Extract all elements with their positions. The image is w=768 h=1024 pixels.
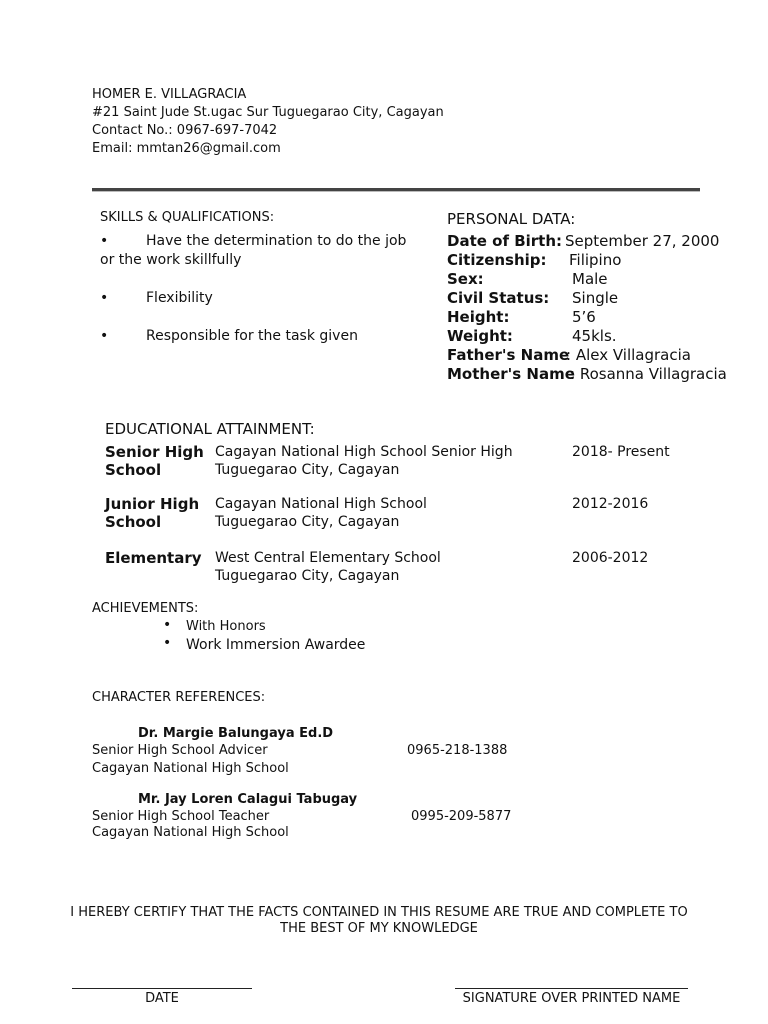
bullet-icon: •: [100, 233, 109, 249]
achievement-item: Work Immersion Awardee: [186, 637, 366, 653]
date-label: DATE: [145, 991, 179, 1006]
school-years: 2018- Present: [572, 444, 670, 460]
skills-heading: SKILLS & QUALIFICATIONS:: [100, 210, 275, 225]
personal-data-heading: PERSONAL DATA:: [447, 210, 576, 228]
email: Email: mmtan26@gmail.com: [92, 141, 281, 156]
signature-line: [455, 988, 688, 989]
personal-value: : Alex Villagracia: [566, 346, 691, 364]
education-level: School: [105, 461, 162, 479]
skill-item: Have the determination to do the job: [146, 233, 407, 249]
school-years: 2006-2012: [572, 550, 649, 566]
education-level: Elementary: [105, 549, 202, 567]
personal-label: Sex:: [447, 270, 484, 288]
signature-label: SIGNATURE OVER PRINTED NAME: [462, 991, 681, 1006]
school-name: Cagayan National High School: [215, 496, 427, 512]
reference-phone: 0965-218-1388: [407, 743, 508, 758]
school-location: Tuguegarao City, Cagayan: [215, 568, 400, 584]
personal-label: Date of Birth:: [447, 232, 563, 250]
contact-number: Contact No.: 0967-697-7042: [92, 123, 278, 138]
school-years: 2012-2016: [572, 496, 649, 512]
education-level: Senior High: [105, 443, 204, 461]
school-location: Tuguegarao City, Cagayan: [215, 462, 400, 478]
reference-name: Mr. Jay Loren Calagui Tabugay: [138, 792, 358, 807]
personal-value: 5’6: [572, 308, 596, 326]
personal-value: Single: [572, 289, 619, 307]
header-divider: [92, 188, 700, 192]
personal-value: Filipino: [569, 251, 622, 269]
personal-value: Male: [572, 270, 608, 288]
applicant-name: HOMER E. VILLAGRACIA: [92, 87, 247, 102]
reference-title: Senior High School Advicer: [92, 743, 268, 758]
skill-item: Responsible for the task given: [146, 328, 358, 344]
achievement-item: With Honors: [186, 619, 266, 634]
personal-value: 45kls.: [572, 327, 617, 345]
reference-name: Dr. Margie Balungaya Ed.D: [138, 726, 334, 741]
bullet-icon: •: [100, 290, 109, 306]
school-name: West Central Elementary School: [215, 550, 441, 566]
bullet-icon: •: [100, 328, 109, 344]
references-heading: CHARACTER REFERENCES:: [92, 690, 266, 705]
bullet-icon: •: [163, 635, 172, 651]
personal-label: Citizenship:: [447, 251, 547, 269]
personal-label: Height:: [447, 308, 510, 326]
certification-statement-continued: THE BEST OF MY KNOWLEDGE: [280, 921, 478, 936]
reference-organization: Cagayan National High School: [92, 761, 289, 776]
reference-title: Senior High School Teacher: [92, 809, 270, 824]
education-level: Junior High: [105, 495, 200, 513]
education-level: School: [105, 513, 162, 531]
school-name: Cagayan National High School Senior High: [215, 444, 513, 460]
personal-label: Weight:: [447, 327, 513, 345]
certification-statement: I HEREBY CERTIFY THAT THE FACTS CONTAINED IN THIS RESUME ARE TRUE AND COMPLETE TO: [70, 905, 688, 920]
personal-value: : Rosanna Villagracia: [570, 365, 727, 383]
bullet-icon: •: [163, 617, 172, 633]
date-line: [72, 988, 252, 989]
personal-label: Mother's Name: [447, 365, 575, 383]
reference-organization: Cagayan National High School: [92, 825, 289, 840]
education-heading: EDUCATIONAL ATTAINMENT:: [105, 420, 315, 438]
address: #21 Saint Jude St.ugac Sur Tuguegarao City, Cagayan: [92, 105, 444, 120]
personal-value: September 27, 2000: [565, 232, 720, 250]
school-location: Tuguegarao City, Cagayan: [215, 514, 400, 530]
skill-item: Flexibility: [146, 290, 213, 306]
reference-phone: 0995-209-5877: [411, 809, 512, 824]
personal-label: Civil Status:: [447, 289, 550, 307]
personal-label: Father's Name: [447, 346, 570, 364]
skill-item-continued: or the work skillfully: [100, 252, 242, 268]
achievements-heading: ACHIEVEMENTS:: [92, 601, 199, 616]
